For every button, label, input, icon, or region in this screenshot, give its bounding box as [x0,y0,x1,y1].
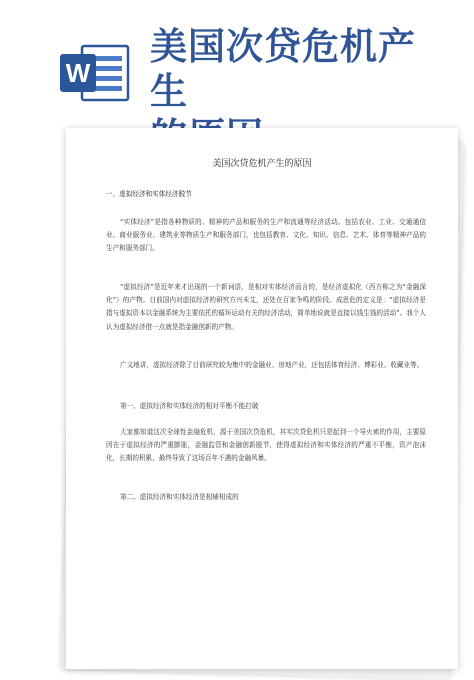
watermark-left [70,134,88,654]
document-title: 美国次贷危机产生的原因 [212,159,312,169]
section-heading-2: 第一、虚拟经济和实体经济的相对平衡不能打破 [120,402,259,410]
paragraph-2: “虚拟经济”是近年来才出现的一个新词语，是相对实体经济而言的，是经济虚拟化（西方称之为“金融深化”）的产物。目前国内对虚拟经济的研究方兴未艾，还处在百家争鸣的阶段。成思危的定义是：“虚拟经济是指与虚拟资本以金融系统为主要依托的循环运动有关的经济活动，简单地说就是直接以钱生钱的活动”。我个人认为虚拟经济借一点就是指金融创新的产物。 [106,283,426,331]
section-heading-3: 第二、虚拟经济和实体经济是相辅相成的 [120,493,239,501]
header-banner [0,0,474,112]
paragraph-4: 大家都知道这次全球性金融危机，源于美国次贷危机，其实次贷危机只是起到一个导火索的作用，主要原因在于虚拟经济的严重膨胀，金融监管和金融创新脱节，使得虚拟经济和实体经济的严重不平衡，资产泡沫化，长期的积累，最终导致了这场百年不遇的金融风暴。 [106,428,426,463]
watermark-right [436,134,454,654]
word-logo-letter: W [65,58,91,88]
paragraph-3: 广义地讲，虚拟经济除了目前研究较为集中的金融业、房地产业，还包括体育经济、博彩业、收藏业等。 [120,361,424,369]
document-page [66,128,458,669]
banner-title-line1: 美国次贷危机产生 [150,25,416,113]
section-heading-1: 一、虚拟经济和实体经济脱节 [106,190,192,198]
paragraph-1: “实体经济”是指各种物质的、精神的产品和服务的生产和流通等经济活动。包括农业、工业、交通通信业、商业服务业、建筑业等物质生产和服务部门，也包括教育、文化、知识、信息、艺术、体育等精神产品的生产和服务部门。 [106,218,426,253]
word-logo-icon [58,40,132,106]
